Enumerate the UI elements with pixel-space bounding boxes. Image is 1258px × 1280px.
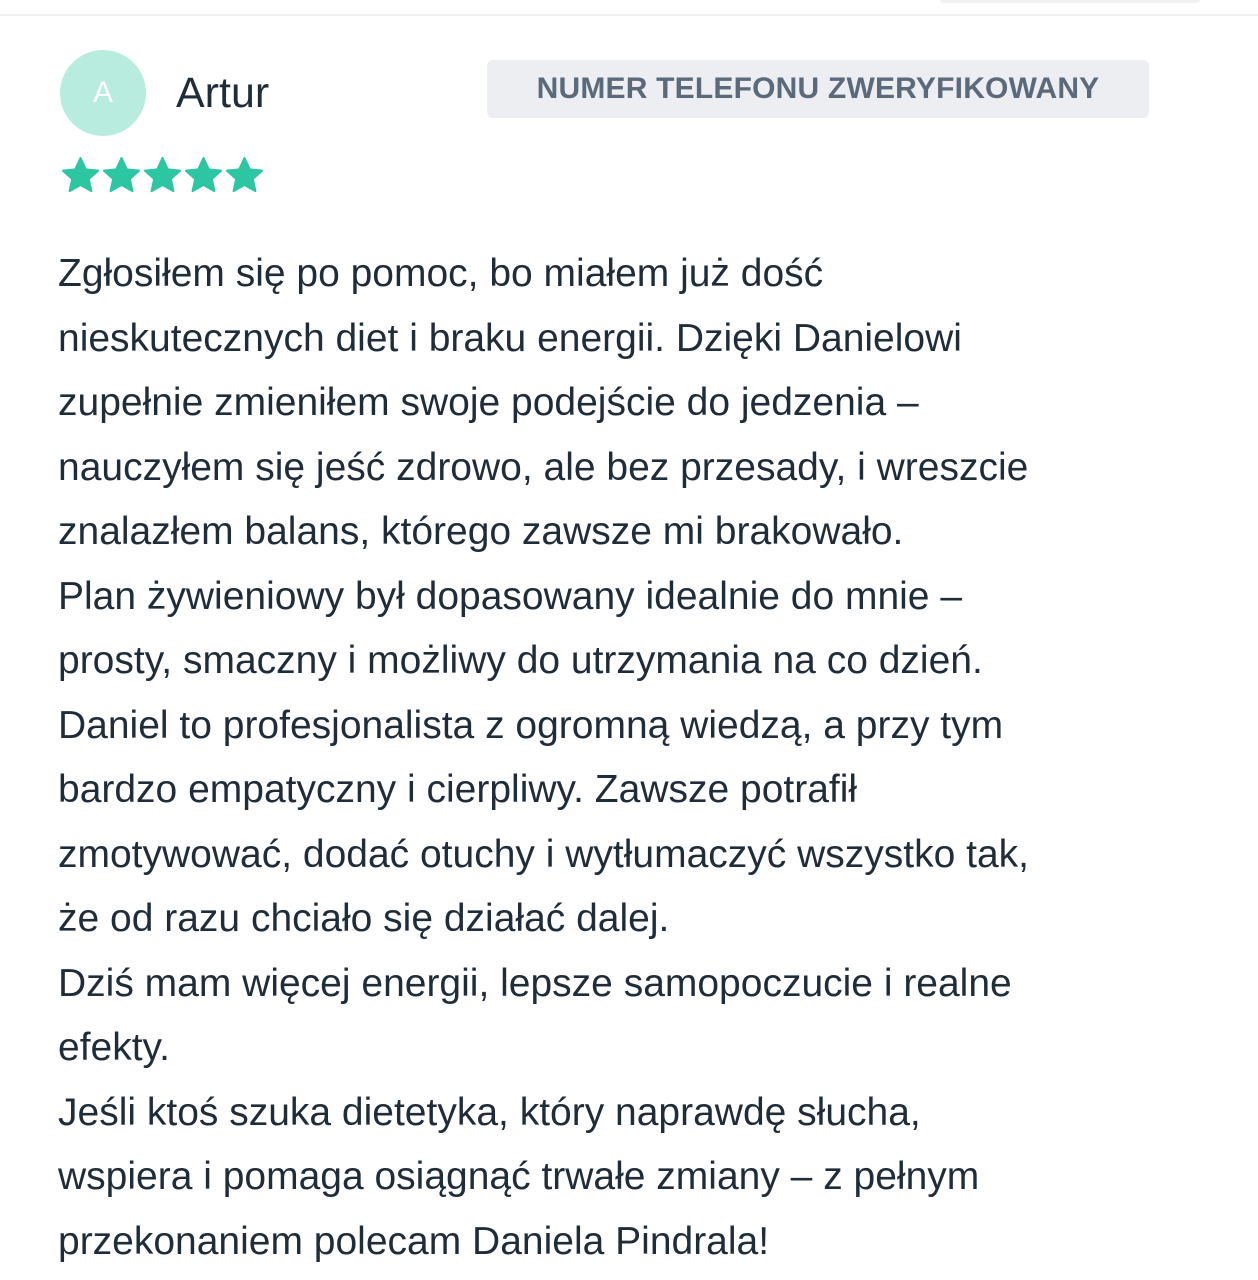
avatar-initial: A	[92, 76, 113, 109]
star-icon	[142, 155, 183, 196]
review-text: Zgłosiłem się po pomoc, bo miałem już dość nieskutecznych diet i braku energii. Dzięki Danielowi zupełnie zmieniłem swoje podejście do jedzenia – nauczyłem się jeść zdrowo, ale bez przesady, i wreszcie znalazłem balans, którego zawsze mi brakowało. Plan żywieniowy był dopasowany idealnie do mnie – prosty, smaczny i możliwy do utrzymania na co dzień. Daniel to profesjonalista z ogromną wiedzą, a przy tym bardzo empatyczny i cierpliwy. Zawsze potrafił zmotywować, dodać otuchy i wytłumaczyć wszystko tak, że od razu chciało się działać dalej. Dziś mam więcej energii, lepsze samopoczucie i realne efekty. Jeśli ktoś szuka dietetyka, który naprawdę słucha, wspiera i pomaga osiągnąć trwałe zmiany – z pełnym przekonaniem polecam Daniela Pindrala!	[58, 252, 1029, 1263]
review-card	[0, 16, 1258, 1280]
star-icon	[224, 155, 265, 196]
star-icon	[60, 155, 101, 196]
star-icon	[183, 155, 224, 196]
verified-phone-badge: NUMER TELEFONU ZWERYFIKOWANY	[487, 60, 1149, 118]
top-tab-edge	[940, 0, 1200, 3]
author-name: Artur	[176, 69, 270, 117]
avatar	[60, 50, 146, 136]
star-rating	[60, 150, 265, 200]
star-icon	[101, 155, 142, 196]
